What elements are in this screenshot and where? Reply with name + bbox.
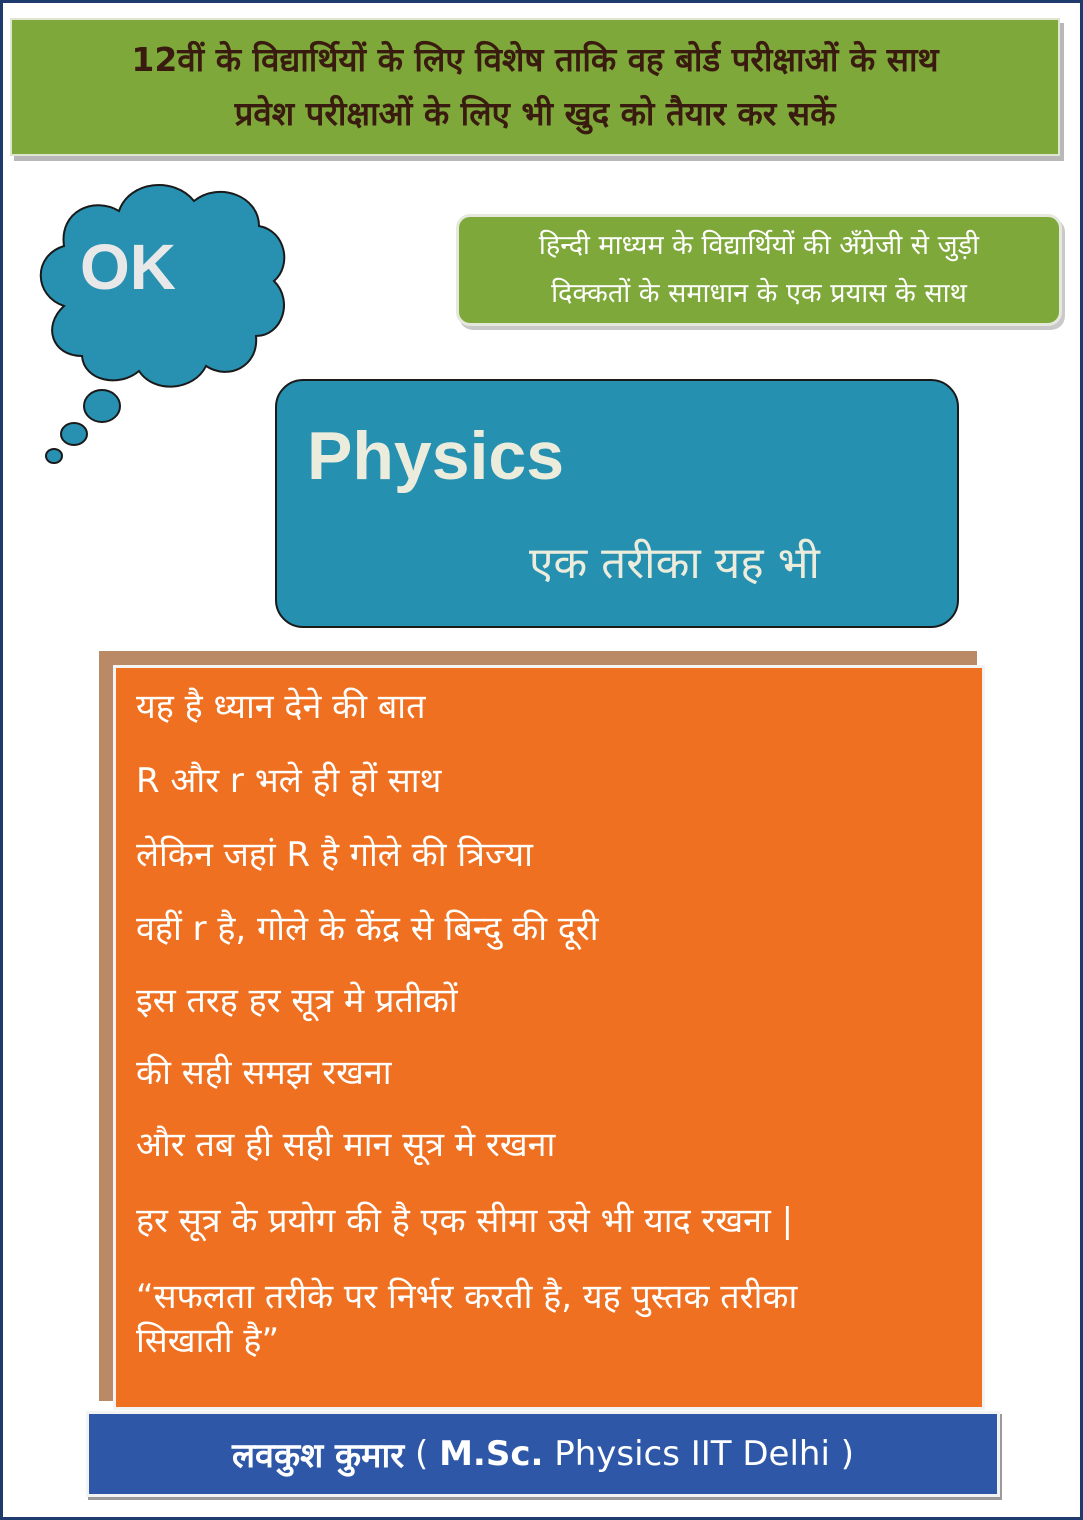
- header-line-2: प्रवेश परीक्षाओं के लिए भी खुद को तैयार कर सकें: [234, 94, 836, 133]
- content-panel: [113, 665, 985, 1410]
- thought-cloud-icon: [24, 166, 294, 466]
- book-title: Physics: [307, 418, 565, 494]
- content-line: और तब ही सही मान सूत्र मे रखना: [136, 1125, 556, 1165]
- book-subtitle: एक तरीका यह भी: [529, 538, 820, 589]
- content-line: की सही समझ रखना: [136, 1053, 392, 1093]
- author-detail: Physics IIT Delhi ): [543, 1434, 854, 1474]
- side-note-banner: [456, 214, 1062, 326]
- side-note-line-2: दिक्कतों के समाधान के एक प्रयास के साथ: [551, 278, 967, 309]
- author-paren-open: (: [404, 1434, 440, 1474]
- header-banner: [10, 18, 1060, 156]
- author-name: लवकुश कुमार: [232, 1436, 405, 1476]
- author-bar: [86, 1411, 1000, 1497]
- content-line: यह है ध्यान देने की बात: [136, 687, 426, 727]
- header-line-1: 12वीं के विद्यार्थियों के लिए विशेष ताकि वह बोर्ड परीक्षाओं के साथ: [131, 40, 939, 79]
- content-line: हर सूत्र के प्रयोग की है एक सीमा उसे भी याद रखना |: [136, 1201, 794, 1241]
- content-line: लेकिन जहां R है गोले की त्रिज्या: [136, 835, 533, 875]
- content-line: इस तरह हर सूत्र मे प्रतीकों: [136, 981, 458, 1021]
- content-line: “सफलता तरीके पर निर्भर करती है, यह पुस्तक तरीका: [136, 1277, 798, 1317]
- side-note-line-1: हिन्दी माध्यम के विद्यार्थियों की अँग्रेजी से जुड़ी: [538, 230, 980, 261]
- cloud-text: OK: [80, 231, 176, 303]
- content-line: वहीं r है, गोले के केंद्र से बिन्दु की दूरी: [136, 909, 599, 949]
- title-box: [275, 379, 959, 628]
- content-line: R और r भले ही हों साथ: [136, 761, 442, 801]
- author-degree: M.Sc.: [439, 1434, 544, 1474]
- content-line: सिखाती है”: [136, 1321, 280, 1361]
